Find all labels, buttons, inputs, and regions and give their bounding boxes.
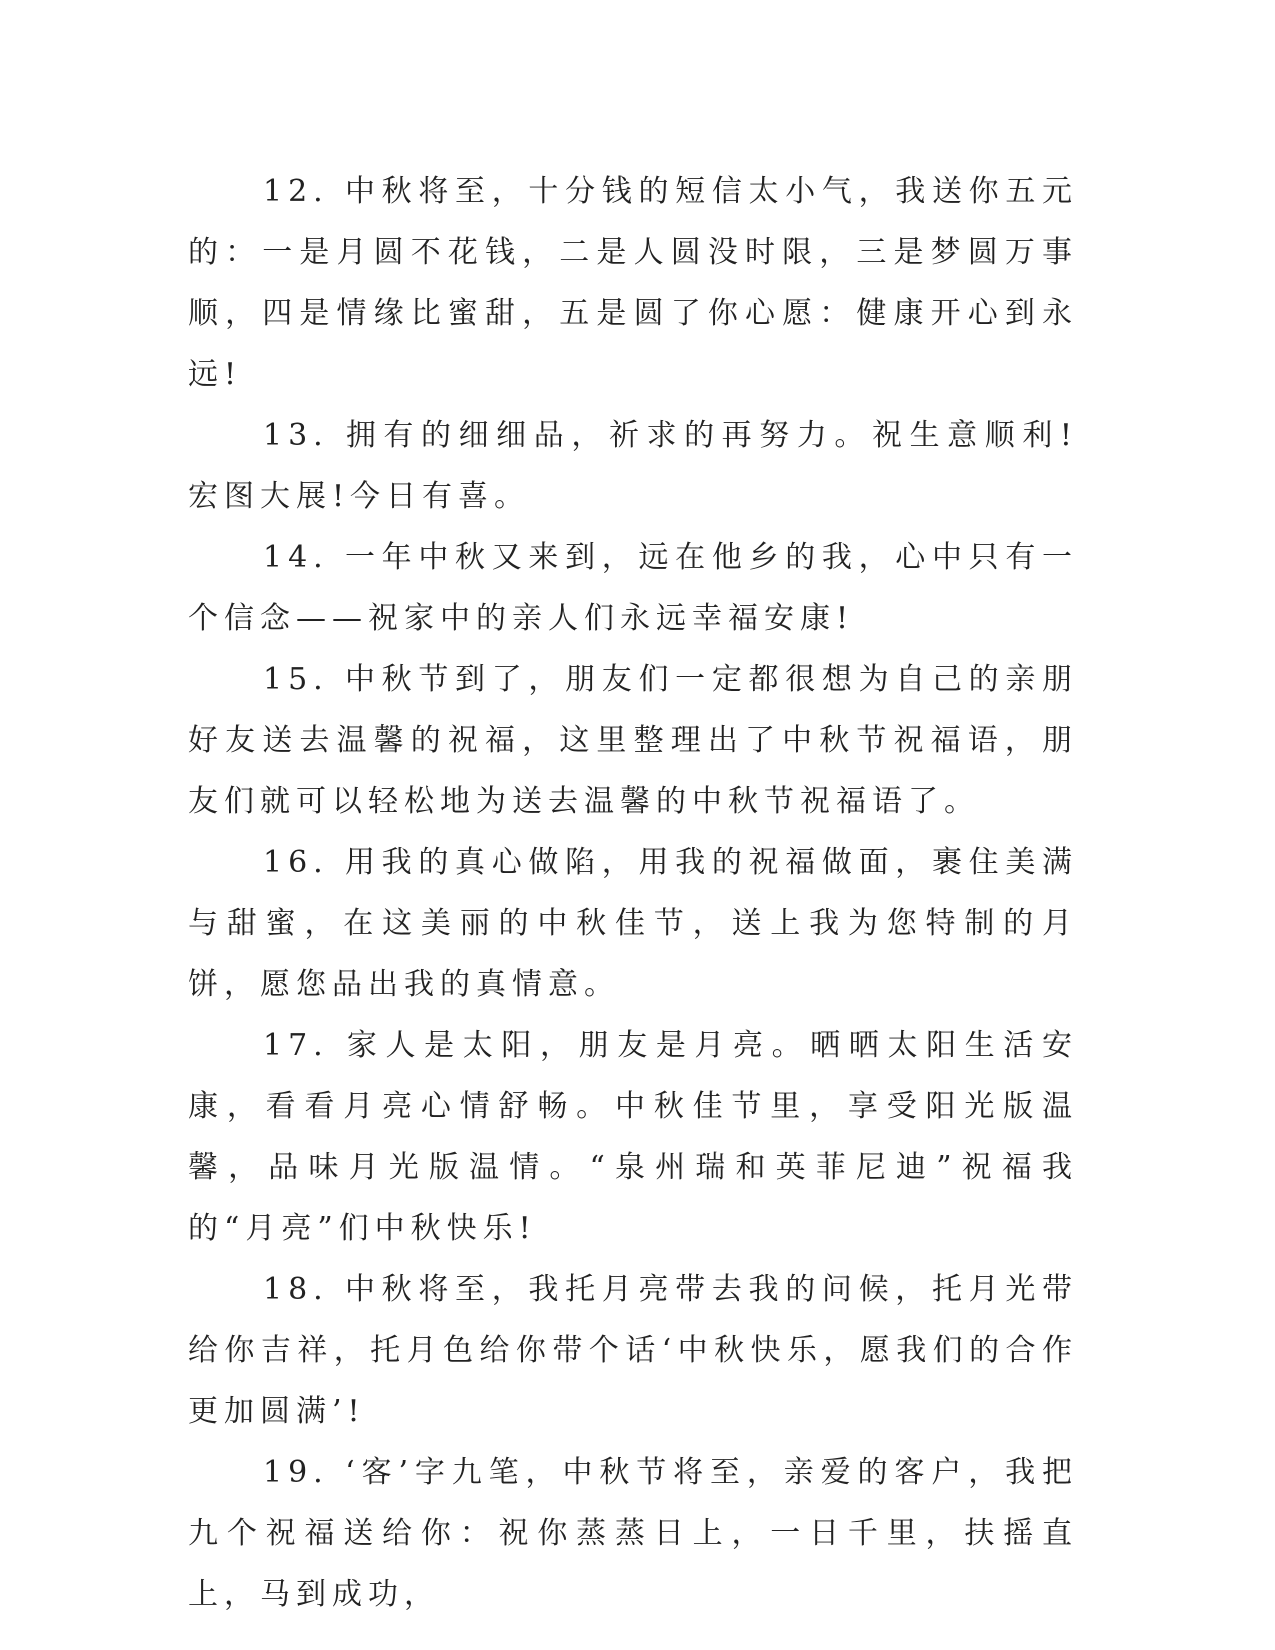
paragraph-14 (188, 527, 1078, 649)
paragraph-16 (188, 832, 1078, 1015)
paragraph-19 (188, 1442, 1078, 1625)
paragraph-18 (188, 1259, 1078, 1442)
document-body (188, 161, 1078, 1625)
paragraph-text: 用我的真心做陷，用我的祝福做面，裹住美满与甜蜜，在这美丽的中秋佳节，送上我为您特制的月饼，愿您品出我的真情意。 (188, 845, 1079, 1002)
paragraph-text: 中秋将至，十分钱的短信太小气，我送你五元的：一是月圆不花钱，二是人圆没时限，三是梦圆万事顺，四是情缘比蜜甜，五是圆了你心愿：健康开心到永远! (188, 174, 1079, 392)
paragraph-text: 家人是太阳，朋友是月亮。晒晒太阳生活安康，看看月亮心情舒畅。中秋佳节里，享受阳光版温馨，品味月光版温情。“泉州瑞和英菲尼迪”祝福我的“月亮”们中秋快乐! (188, 1028, 1078, 1246)
paragraph-number: 16. (263, 845, 329, 880)
paragraph-number: 19. (263, 1455, 329, 1490)
paragraph-text: 中秋节到了，朋友们一定都很想为自己的亲朋好友送去温馨的祝福，这里整理出了中秋节祝福语，朋友们就可以轻松地为送去温馨的中秋节祝福语了。 (188, 662, 1079, 819)
paragraph-text: 拥有的细细品，祈求的再努力。祝生意顺利!宏图大展!今日有喜。 (188, 418, 1078, 514)
paragraph-number: 17. (263, 1028, 329, 1063)
paragraph-number: 12. (263, 174, 329, 209)
paragraph-number: 15. (263, 662, 329, 697)
paragraph-17 (188, 1015, 1078, 1259)
paragraph-13 (188, 405, 1078, 527)
paragraph-number: 14. (263, 540, 329, 575)
paragraph-12 (188, 161, 1078, 405)
paragraph-text: 一年中秋又来到，远在他乡的我，心中只有一个信念——祝家中的亲人们永远幸福安康! (188, 540, 1079, 636)
paragraph-number: 13. (263, 418, 329, 453)
paragraph-text: ‘客’字九笔，中秋节将至，亲爱的客户，我把九个祝福送给你：祝你蒸蒸日上，一日千里，扶摇直上，马到成功， (188, 1455, 1078, 1612)
paragraph-text: 中秋将至，我托月亮带去我的问候，托月光带给你吉祥，托月色给你带个话‘中秋快乐，愿我们的合作更加圆满’! (188, 1272, 1079, 1429)
paragraph-number: 18. (263, 1272, 329, 1307)
paragraph-15 (188, 649, 1078, 832)
